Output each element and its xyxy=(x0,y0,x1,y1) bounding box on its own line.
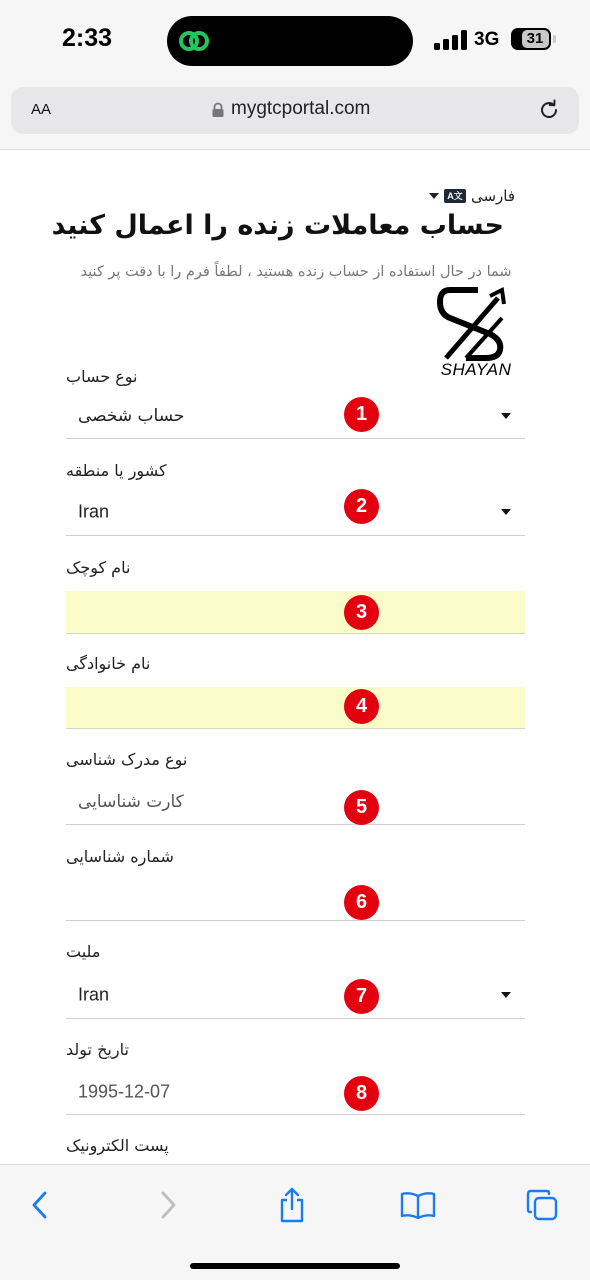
back-button[interactable] xyxy=(20,1185,60,1225)
step-marker-7: 7 xyxy=(344,979,379,1014)
country-select[interactable] xyxy=(66,488,525,536)
logo-wordmark: SHAYAN xyxy=(440,360,512,379)
step-marker-3: 3 xyxy=(344,595,379,630)
chevron-right-icon xyxy=(157,1190,179,1220)
page-title: حساب معاملات زنده را اعمال کنید xyxy=(51,210,504,241)
account-type-value: حساب شخصی xyxy=(78,405,185,426)
birth-date-label: تاریخ تولد xyxy=(66,1040,129,1059)
account-type-label: نوع حساب xyxy=(66,367,138,386)
step-marker-4: 4 xyxy=(344,689,379,724)
last-name-label: نام خانوادگی xyxy=(66,654,151,673)
chevron-down-icon xyxy=(501,413,511,419)
tabs-button[interactable] xyxy=(522,1185,562,1225)
network-type: 3G xyxy=(474,29,500,50)
step-marker-5: 5 xyxy=(344,790,379,825)
account-type-select[interactable] xyxy=(66,393,525,439)
lock-icon xyxy=(211,102,225,118)
share-icon xyxy=(277,1187,307,1223)
email-label: پست الکترونیک xyxy=(66,1136,169,1155)
chevron-left-icon xyxy=(29,1190,51,1220)
id-type-select[interactable] xyxy=(66,780,525,825)
chevron-down-icon xyxy=(501,992,511,998)
battery-icon xyxy=(511,28,551,50)
forward-button[interactable] xyxy=(148,1185,188,1225)
id-number-input[interactable] xyxy=(66,877,525,921)
url-text[interactable]: mygtcportal.com xyxy=(231,98,371,119)
browser-toolbar-top xyxy=(0,80,590,150)
share-button[interactable] xyxy=(272,1185,312,1225)
step-marker-2: 2 xyxy=(344,489,379,524)
translate-icon: A文 xyxy=(444,189,466,203)
tabs-icon xyxy=(525,1188,559,1222)
chevron-down-icon xyxy=(501,509,511,515)
book-icon xyxy=(400,1191,436,1219)
link-activity-icon xyxy=(178,28,210,54)
browser-toolbar-bottom xyxy=(0,1164,590,1280)
step-marker-8: 8 xyxy=(344,1076,379,1111)
bookmarks-button[interactable] xyxy=(398,1185,438,1225)
status-bar xyxy=(0,0,590,80)
address-bar[interactable] xyxy=(11,87,579,134)
signal-icon xyxy=(434,30,468,50)
id-number-label: شماره شناسایی xyxy=(66,847,174,866)
nationality-value: Iran xyxy=(78,984,110,1004)
first-name-label: نام کوچک xyxy=(66,558,131,577)
text-size-button[interactable]: AA xyxy=(31,101,52,118)
reload-icon[interactable] xyxy=(537,98,561,122)
first-name-input[interactable] xyxy=(66,591,525,634)
status-time: 2:33 xyxy=(62,24,113,52)
page-subtitle: شما در حال استفاده از حساب زنده هستید ، لطفاً فرم را با دقت پر کنید xyxy=(80,264,512,280)
id-type-value: کارت شناسایی xyxy=(78,792,184,812)
nationality-label: ملیت xyxy=(66,942,101,961)
nationality-select[interactable] xyxy=(66,971,525,1019)
battery-level: 31 xyxy=(526,30,544,47)
birth-date-input[interactable] xyxy=(66,1069,525,1115)
battery-tip xyxy=(553,35,556,43)
id-type-label: نوع مدرک شناسی xyxy=(66,750,188,769)
chevron-down-icon xyxy=(429,193,439,199)
last-name-input[interactable] xyxy=(66,687,525,729)
birth-date-value: 1995-12-07 xyxy=(78,1081,171,1101)
home-indicator xyxy=(190,1263,400,1269)
country-label: کشور یا منطقه xyxy=(66,461,167,480)
language-selector[interactable] xyxy=(429,187,515,205)
step-marker-6: 6 xyxy=(344,885,379,920)
language-label: فارسی xyxy=(470,187,515,205)
step-marker-1: 1 xyxy=(344,397,379,432)
country-value: Iran xyxy=(78,501,110,521)
